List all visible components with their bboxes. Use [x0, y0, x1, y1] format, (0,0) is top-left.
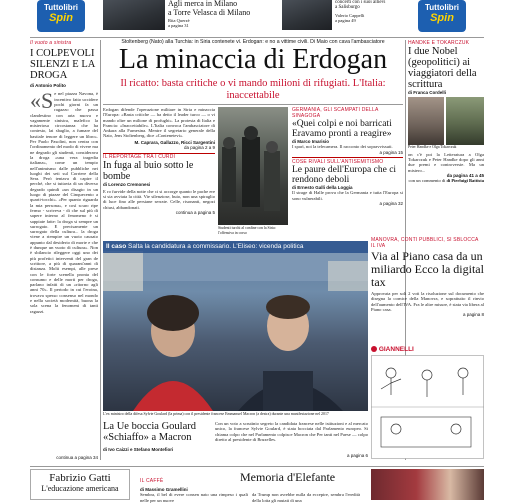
- nobel-kicker: HANDKE E TOKARCZUK: [408, 40, 470, 46]
- cose-body: Il strage di Halle prova che la Germania e tutta l'Europa si sono vulnerabili.: [292, 190, 403, 201]
- photo-illustration: [103, 241, 368, 411]
- bottom-left-sub: L'educazione americana: [41, 484, 119, 493]
- left-kicker: Il vuoto a sinistra: [30, 40, 72, 46]
- photo-story: [103, 241, 368, 461]
- cose-byline: di Ernesto Galli della Loggia: [292, 184, 353, 190]
- cose-headline[interactable]: Le paure dell'Europa che ci rendono deboli: [292, 164, 397, 185]
- nobel-body: on c'è poi la Letteratura a Olga Tokarczuk e Peter Handke dopo gli anni due premi e controversie. Ma un mistero...: [408, 151, 484, 173]
- soldiers-illustration: [218, 107, 288, 225]
- promo-right-title: Tuttolibri: [424, 3, 460, 12]
- handke-photo: [408, 97, 444, 145]
- caffe-body-a: Sembra, il bel di evere consen nato una rimpeso i quali nelle per un nuove: [140, 492, 248, 503]
- germania-kicker: GERMANIA, GLI SCAMPATI DELLA SINAGOGA: [292, 107, 379, 119]
- dropcap: «S: [30, 88, 54, 114]
- left-cont[interactable]: continua a pagina 34: [56, 455, 98, 460]
- goulard-body: Con un voto a scrutinio segreto la candidata francese nelle istituzioni e al mercato unico, la francese Sylvie Goulard, è stata bocciata dal Parlamento europeo. Si chiama colpo che nel Parlamento colpisce Macron che Per tanti nel Paese — colpo diretto al presidente di Bruxelles.: [215, 421, 368, 442]
- lead-pages[interactable]: da pagina 2 a 9: [183, 145, 215, 151]
- nobel-extra: di Pierluigi Battista: [446, 178, 484, 184]
- main-story: [103, 40, 403, 102]
- cose-kicker: COSE RIVALI SULL'ANTISEMITISMO: [292, 158, 384, 165]
- lead-column: [103, 107, 215, 227]
- promo-left-brand: Spin: [49, 12, 73, 24]
- cose-page[interactable]: a pagina 32: [379, 200, 403, 206]
- germania-body: I sparì, noi la telecamera. Il racconto dei sopravvissuti.: [292, 144, 393, 150]
- nobel-column: [408, 40, 484, 230]
- main-headline[interactable]: La minaccia di Erdogan: [118, 44, 388, 76]
- caffe-column: [140, 469, 365, 503]
- main-kicker: Stoltenberg (Nato) alla Turchia: in Siria contenete vi. Erdogan: e no a vittime civili. Di Maio con cava l'ambasciatore: [121, 39, 385, 45]
- manovra-headline[interactable]: Via al Piano casa da un miliardo Ecco la digital tax: [371, 249, 484, 289]
- teaser2-title: concerti con i suoi allievi: [335, 0, 386, 5]
- giannelli-cartoon: [371, 346, 484, 460]
- teaser2[interactable]: [335, 0, 405, 24]
- main-subhead: Il ricatto: basta critiche o vi mando milioni di rifugiati. L'Italia: inaccettabile: [120, 78, 386, 102]
- lead-body: Erdogan difende l'operazione militare in Siria e minaccia l'Europa: «Basta critiche — ha detto il leader turco — o vi mando oltre un milione di profughi». La protesta di Italia e Francia: «Inaccettabile». L'Italia convoca l'ambasciatore di Ankara alla Farnesina. Mentre il segretario generale della Nato, Jens Stoltenberg, dice «Contenetevi».: [103, 107, 215, 139]
- manovra-page[interactable]: a pagina 8: [462, 312, 484, 318]
- lead-authors: M. Caprara, Gallazzo, Ricci Sargentini: [134, 139, 215, 145]
- germania-byline: di Marco Imarisio: [292, 139, 330, 144]
- left-body: e nel piazza Navona, è incentivo fatto uccidere pochi giorni fa un ragazzo che passa clandestino con aria nuova e vagamente sinistra, malefico la misteriosa circostanza che ha contesto, lai sbaglio, a fumare del bastiale tenore di leggere un libro». Per Paolo Pasolini, non centra con l'ordinamento del modo di vivere ma ne degrado gli studenti, considerava la droga «una vera tragedia italiana», come un tempio nell'animismo dalle pubbliche nei luoghi dei seti sul Corriere della Sera. Però tentava di capire il perché, che si tuttavia di un diverso degrado quindi «un disagio in un luogo di piazze del Cinquecento a quarti-tocchi». «Per quanto riguarda la mia persona», e così scuro ripe fermo - scriveva - di che sul più di sapere interno al fenomeno è si sappiate fatte: la droga si sempre un surrogato. E precisamente un surrogato della cultura... la droga viene a riempire un vuoto causato appunto dal desiderio di morte e che è dunque un vuoto di cultura». Non è sbilancio rileggere oggi uno dei più profetici interventi del gran de scrittore, a più di quarant'anni di distanza. Molti esempi, alle prese con le forte scenella pronta del consumo e delle morti per droga, parlano infatti di un «ritorno agli anni 70». Il periodo in cui l'eroina, trovava spesso consenso nel mondo e nella società modernità, buona la sola scena la fenomeni di tanti ragazzi.: [30, 91, 98, 314]
- bottom-left-ad[interactable]: [30, 469, 130, 500]
- teaser1-photo: [103, 0, 165, 30]
- bottom-left-headline: Fabrizio Gatti: [49, 472, 111, 484]
- germania-headline[interactable]: «Quei colpi e noi barricati Eravamo pronti a reagire»: [292, 119, 392, 139]
- macron-goulard-photo[interactable]: [103, 241, 368, 411]
- goulard-page[interactable]: a pagina 6: [346, 453, 368, 458]
- caffe-body-b: da Trump non avrebbe nulla da eccepire, sembra l'eredità della lotta gli mutati di una: [252, 492, 360, 503]
- promo-right-brand: Spin: [430, 12, 454, 24]
- promo-right[interactable]: [418, 0, 466, 32]
- tokarczuk-photo: [446, 97, 484, 145]
- manovra-column: [371, 237, 484, 342]
- bottom-right-photo: [371, 469, 484, 500]
- reportage-kicker: IL REPORTAGE TRA I CURDI: [103, 154, 176, 161]
- teaser1[interactable]: [168, 0, 276, 29]
- divider-main: [103, 104, 403, 105]
- teaser2-photo: [282, 0, 332, 30]
- left-byline: di Antonio Polito: [30, 83, 66, 88]
- goulard-authors: di Ivo Caizzi e Stefano Montefiori: [103, 447, 174, 452]
- goulard-headline[interactable]: La Ue boccia Goulard «Schiaffo» a Macron: [103, 421, 196, 443]
- caffe-kicker: IL CAFFÈ: [140, 478, 164, 484]
- photo-story-overline: Salta la candidatura a commissario. L'Eliseo: vicenda politica: [128, 243, 304, 250]
- reportage-byline: di Lorenzo Cremonesi: [103, 182, 151, 188]
- teaser2-sub: a Salisburgo: [335, 5, 360, 11]
- divider-left-col: [100, 40, 101, 460]
- left-headline[interactable]: I COLPEVOLI SILENZI E LA DROGA: [30, 48, 95, 81]
- reportage-cont[interactable]: continua a pagina 5: [175, 209, 215, 215]
- nobel-extra-pre: con un commento di: [408, 178, 446, 184]
- top-strip: [0, 0, 514, 36]
- nobel-pages[interactable]: da pagina 41 a 45: [446, 173, 484, 178]
- caffe-headline[interactable]: Memoria d'Elefante: [240, 470, 336, 484]
- photo-story-kicker: Il caso: [106, 243, 127, 250]
- teaser2-page: a pagina 49: [335, 18, 356, 24]
- teaser1-sub: a Torre Velasca di Milano: [168, 7, 251, 17]
- nobel-headline[interactable]: I due Nobel (geopolitici) ai viaggiatori della scrittura: [408, 46, 477, 90]
- soldiers-photo: [218, 107, 288, 225]
- giannelli-label: GIANNELLI: [378, 346, 414, 353]
- caffe-author: di Massimo Gramellini: [140, 487, 188, 492]
- divider-bottom: [30, 466, 484, 467]
- manovra-kicker: MANOVRA, CONTI PUBBLICI, SI SBLOCCA IL IVA: [371, 237, 479, 249]
- nobel-byline: di Franca Cordelli: [408, 90, 447, 95]
- nobel-photo-caption: Peter Handke e Olga Tokarczuk: [408, 145, 457, 150]
- reportage-headline[interactable]: In fuga al buio sotto le bombe: [103, 160, 194, 183]
- germania-page[interactable]: a pagina 15: [379, 149, 403, 155]
- manovra-body: Approvata per soli 2 voti la risoluzione sul documento che disegna la cornice della Manovra, e soprattutto il rinvio dell'aumento dell'IVA. Fra le altre misure, è stata via libera al Piano casa.: [371, 291, 484, 312]
- photo-caption: L'ex ministro della difesa Sylvie Goulard (la prima) con il presidente francese Emmanuel Macron (a destra) durante una manifestazione nel 2017: [103, 412, 329, 416]
- promo-left-title: Tuttolibri: [43, 3, 79, 12]
- teaser1-title: Agli merca in Milano: [168, 0, 238, 8]
- teaser1-page: a pagina 31: [168, 23, 189, 29]
- reportage-body: E ro furvide della notte che ci si accorge quanto le pache ere si sia avviata la città. Vie silenziose, buio, non una spiraglio di luce fino alle persiane serrate. Celle, risonanti, negozi chiusi, abbandonati.: [103, 188, 215, 210]
- divider-top: [30, 37, 484, 38]
- teaser2-author: Valerio Cappelli: [335, 12, 365, 18]
- left-column: [30, 40, 98, 465]
- promo-left[interactable]: [37, 0, 85, 32]
- cartoon-drawing: [371, 355, 484, 459]
- germania-column: [292, 107, 403, 231]
- soldiers-photo-caption: Studenti turchi al confine con la Siria: l'offensiva in corso: [218, 226, 276, 236]
- teaser1-author: Rita Querzè: [168, 18, 190, 23]
